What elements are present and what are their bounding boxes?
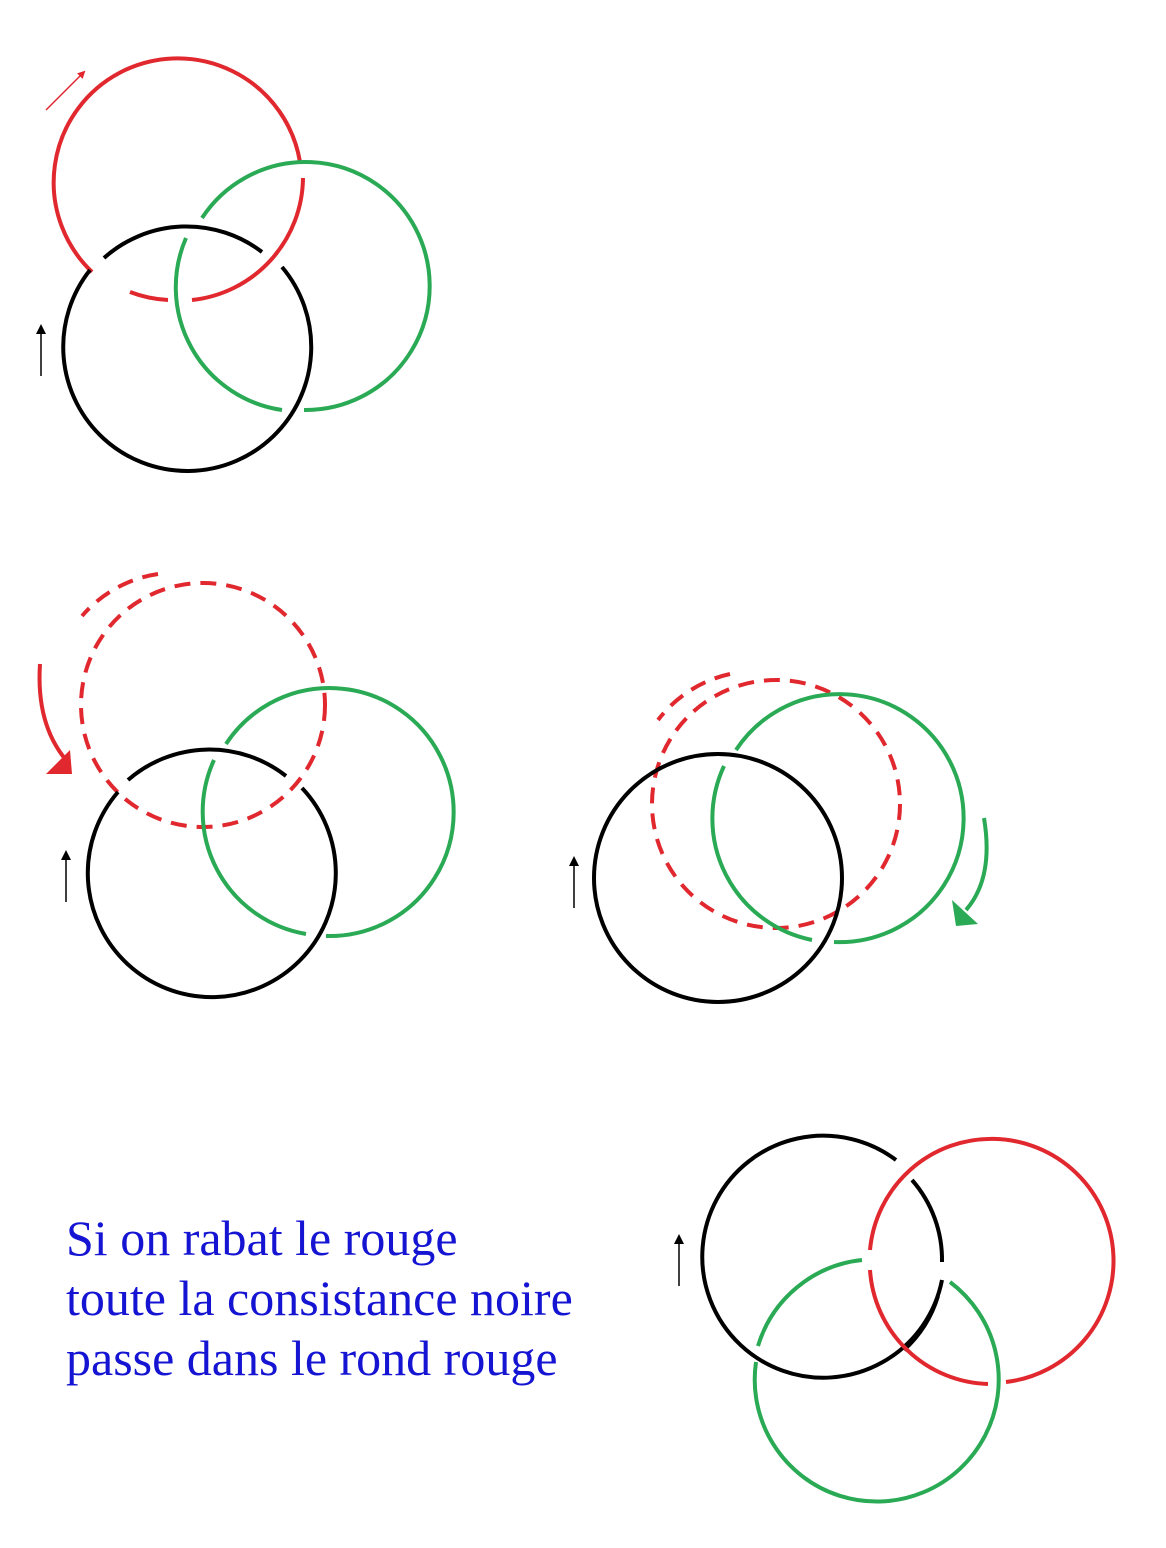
red-ring-segment	[870, 1270, 988, 1384]
caption-text	[66, 1208, 573, 1388]
figure-4	[679, 1136, 1114, 1502]
figure-2	[40, 574, 454, 997]
red-ring-dashed	[652, 680, 900, 928]
green-ring-segment	[203, 760, 306, 934]
red-ring-segment	[192, 178, 303, 300]
green-rotation-arrowhead	[952, 900, 978, 926]
red-ring-segment	[130, 292, 168, 300]
red-ring-dashed-ghost	[658, 674, 730, 720]
black-ring-segment	[912, 1180, 942, 1262]
green-ring	[755, 1282, 999, 1502]
green-ring-segment	[758, 1260, 862, 1346]
caption-line-1: Si on rabat le rouge	[66, 1210, 458, 1266]
green-ring-segment	[712, 766, 812, 940]
red-direction-arrow	[46, 72, 84, 110]
red-ring-dashed-ghost	[82, 574, 158, 616]
black-ring	[594, 754, 842, 1002]
figure-1	[41, 58, 430, 471]
green-rotation-arrow	[966, 818, 987, 910]
black-ring	[88, 788, 336, 997]
red-ring	[54, 58, 300, 272]
black-ring	[63, 267, 311, 471]
caption-line-3: passe dans le rond rouge	[66, 1330, 558, 1386]
caption-line-2: toute la consistance noire	[66, 1270, 573, 1326]
figure-3	[574, 674, 987, 1002]
red-rotation-arrow	[40, 664, 66, 760]
